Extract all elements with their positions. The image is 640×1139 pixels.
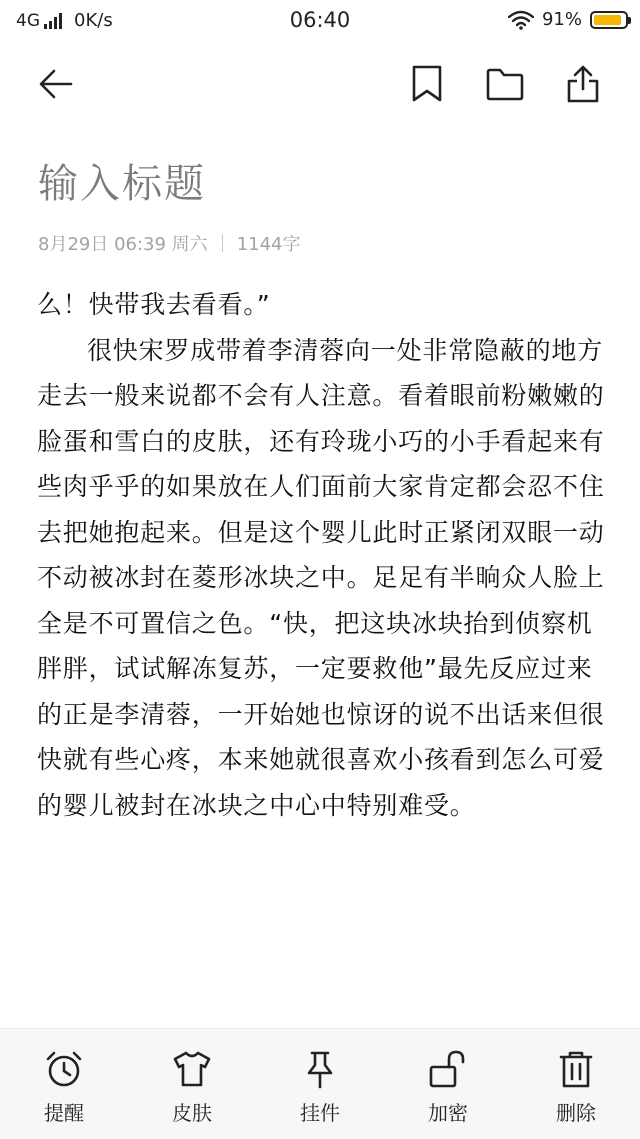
note-body[interactable]: [37, 282, 607, 828]
note-meta: [38, 230, 301, 256]
network-speed: 0K/s: [74, 10, 113, 31]
note-paragraph: 么！快带我去看看。”: [37, 290, 271, 319]
bottom-toolbar: [0, 1028, 640, 1139]
meta-divider: [222, 234, 223, 252]
widget-label: 挂件: [300, 1101, 340, 1125]
status-bar: [0, 0, 640, 44]
note-date: 8月29日 06:39 周六: [38, 234, 208, 255]
reminder-button[interactable]: [14, 1049, 114, 1126]
bookmark-button[interactable]: [403, 60, 451, 108]
wifi-icon: [508, 10, 534, 30]
battery-percent: 91%: [541, 9, 582, 30]
note-paragraph: 很快宋罗成带着李清蓉向一处非常隐蔽的地方走去一般来说都不会有人注意。看着眼前粉嫩嫩的脸蛋和雪白的皮肤，还有玲珑小巧的小手看起来有些肉乎乎的如果放在人们面前大家肯定都会忍不住去把她抱起来。但是这个婴儿此时正紧闭双眼一动不动被冰封在菱形冰块之中。足足有半晌众人脸上全是不可置信之色。“快，把这块冰块抬到侦察机胖胖，试试解冻复苏，一定要救他”最先反应过来的正是李清蓉，一开始她也惊讶的说不出话来但很快就有些心疼，本来她就很喜欢小孩看到怎么可爱的婴儿被封在冰块之中心中特别难受。: [37, 335, 605, 820]
back-button[interactable]: [32, 60, 80, 108]
encrypt-button[interactable]: [398, 1049, 498, 1126]
unlock-icon: [428, 1049, 468, 1089]
status-right: [508, 9, 628, 30]
status-time: 06:40: [289, 8, 351, 32]
note-title-input[interactable]: 输入标题: [38, 161, 206, 207]
skin-label: 皮肤: [172, 1101, 212, 1125]
share-button[interactable]: [559, 60, 607, 108]
share-icon: [566, 64, 600, 104]
battery-fill: [594, 15, 621, 25]
alarm-clock-icon: [44, 1049, 84, 1089]
pin-icon: [300, 1049, 340, 1089]
widget-button[interactable]: [270, 1049, 370, 1126]
tshirt-icon: [172, 1049, 212, 1089]
network-type: 4G: [16, 10, 40, 31]
battery-icon: [590, 11, 628, 29]
delete-label: 删除: [556, 1101, 596, 1125]
folder-button[interactable]: [481, 60, 529, 108]
arrow-left-icon: [38, 66, 74, 102]
encrypt-label: 加密: [428, 1101, 468, 1125]
bookmark-icon: [410, 65, 444, 103]
reminder-label: 提醒: [44, 1101, 84, 1125]
skin-button[interactable]: [142, 1049, 242, 1126]
battery-tip: [628, 17, 631, 24]
delete-button[interactable]: [526, 1049, 626, 1126]
trash-icon: [556, 1049, 596, 1089]
toolbar: [0, 56, 640, 112]
folder-icon: [486, 67, 524, 101]
word-count: 1144字: [236, 234, 301, 255]
